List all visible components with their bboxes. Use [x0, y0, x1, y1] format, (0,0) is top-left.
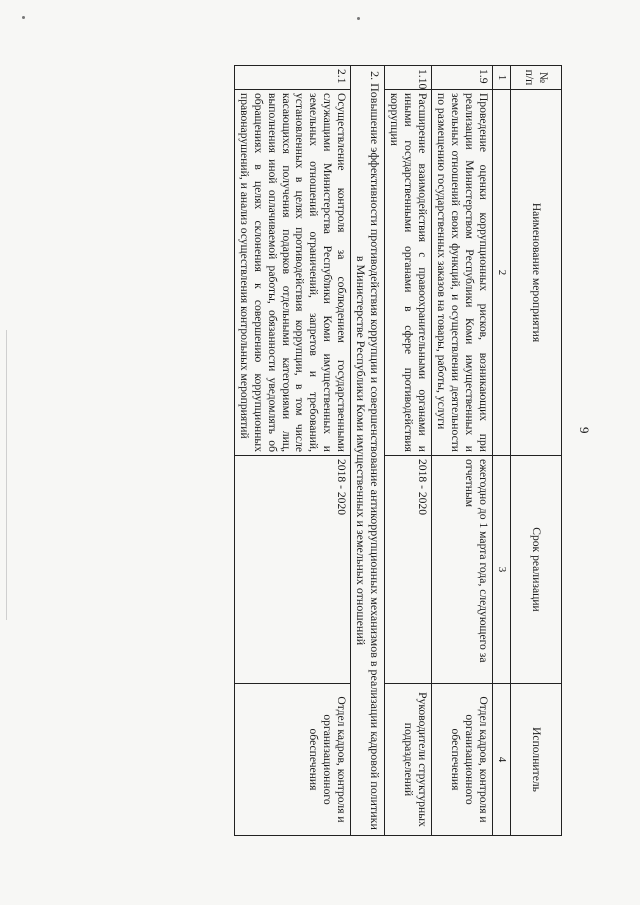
header-num: № п/п	[511, 66, 562, 90]
scan-speck	[22, 16, 25, 19]
row-name: Расширение взаимодействия с правоохранительными органами и иными государственными органами в сфере противодействия коррупции	[385, 90, 432, 456]
row-term: ежегодно до 1 марта года, следующего за отчетным	[432, 456, 493, 684]
column-index: 3	[492, 456, 510, 684]
row-executor: Руководители структурных подразделений	[385, 684, 432, 836]
table-row	[234, 66, 350, 836]
section-heading-row	[351, 66, 385, 836]
column-index: 1	[492, 66, 510, 90]
row-executor: Отдел кадров, контроля и организационного обеспечения	[234, 684, 350, 836]
table-row	[432, 66, 493, 836]
rotated-page-content	[77, 65, 592, 835]
header-executor: Исполнитель	[511, 684, 562, 836]
row-num: 1.10	[385, 66, 432, 90]
row-num: 1.9	[432, 66, 493, 90]
header-name: Наименование мероприятия	[511, 90, 562, 456]
row-term: 2018 - 2020	[234, 456, 350, 684]
scan-edge-line	[6, 330, 7, 620]
column-index: 4	[492, 684, 510, 836]
row-name: Проведение оценки коррупционных рисков, возникающих при реализации Министерством Республики Коми имущественных и земельных отношений своих функций, и осуществлении деятельности по размещению государственных заказов на товары, работы, услуги	[432, 90, 493, 456]
table-header-row	[511, 66, 562, 836]
row-num: 2.1	[234, 66, 350, 90]
row-executor: Отдел кадров, контроля и организационного обеспечения	[432, 684, 493, 836]
table-row	[385, 66, 432, 836]
row-name: Осуществление контроля за соблюдением государственными служащими Министерства Республики Коми имущественных и земельных отношений ограничений, запретов и требований, установленных в целях противодействия коррупции, в том числе касающихся получения подарков отдельными категориями лиц, выполнения иной оплачиваемой работы, обязанности уведомлять об обращениях в целях склонения к совершению коррупционных правонарушений, и анализ осуществления контрольных мероприятий	[234, 90, 350, 456]
scan-speck	[357, 17, 360, 20]
row-term: 2018 - 2020	[385, 456, 432, 684]
page-number: 9	[577, 427, 592, 434]
section-heading: 2. Повышение эффективности противодействия коррупции и совершенствование антикоррупционных механизмов в реализации кадровой политики в Министерстве Республики Коми имущественных и земельных отношений	[351, 66, 385, 836]
column-index: 2	[492, 90, 510, 456]
action-plan-table	[234, 65, 562, 836]
header-term: Срок реализации	[511, 456, 562, 684]
column-index-row	[492, 66, 510, 836]
